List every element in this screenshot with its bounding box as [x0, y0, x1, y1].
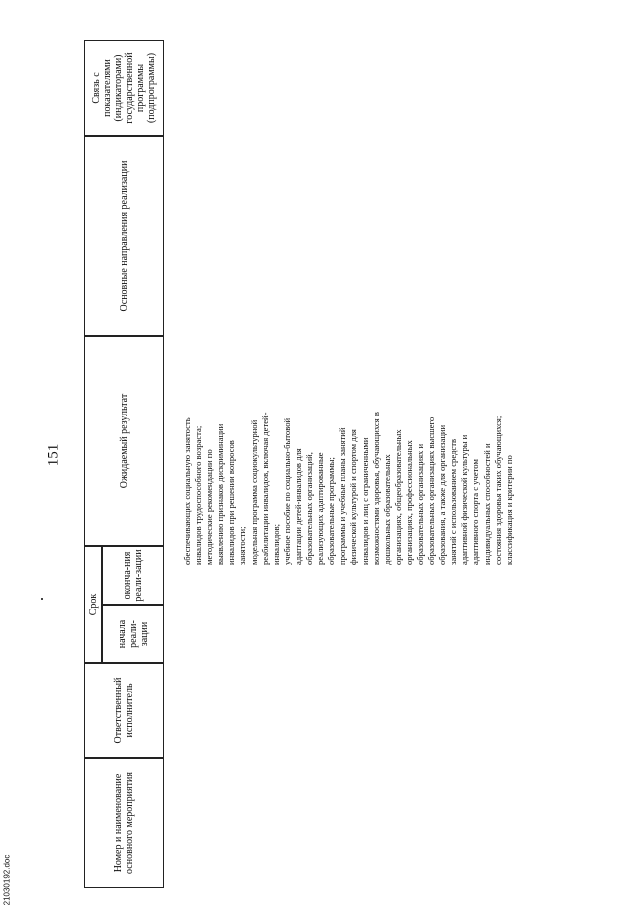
result-line: адаптивной физической культуры и	[459, 434, 470, 565]
result-line: образовательных организаций,	[304, 452, 315, 565]
scan-dot	[41, 598, 43, 600]
header-executor: Ответственный исполнитель	[84, 663, 164, 758]
result-line: образовательных организациях высшего	[426, 416, 437, 565]
result-line: организациях, профессиональных	[403, 440, 414, 565]
result-line: методические рекомендации по	[204, 449, 215, 565]
result-line: инвалидов и лиц с ограниченными	[359, 437, 370, 565]
result-line: программы и учебные планы занятий	[337, 427, 348, 565]
result-line: индивидуальных способностей и	[481, 443, 492, 565]
result-line: модельная программа социокультурной	[248, 419, 259, 565]
header-term-end: оконча-ния реали-зации	[102, 546, 164, 605]
header-expected-result: Ожидаемый результат	[84, 336, 164, 546]
result-line: реализующих адаптированные	[315, 452, 326, 565]
result-line: обеспечивающих социальную занятость	[182, 417, 192, 565]
result-line: адаптации детей-инвалидов для	[292, 448, 303, 565]
result-line: образовательные программы;	[326, 457, 337, 565]
result-line: занятий с использованием средств	[448, 438, 459, 565]
result-line: дошкольных образовательных	[381, 454, 392, 565]
result-line: образовательных организациях и	[414, 443, 425, 565]
result-line: инвалидов при решении вопросов	[226, 440, 237, 565]
result-line: организациях, общеобразовательных	[392, 429, 403, 565]
table-header	[84, 40, 164, 888]
header-directions: Основные направления реализации	[84, 136, 164, 336]
header-term: Срок	[84, 546, 102, 663]
header-activity: Номер и наименование основного мероприятия	[84, 758, 164, 888]
result-line: классификация и критерии по	[503, 455, 514, 565]
result-line: выявлению признаков дискриминации	[215, 423, 226, 565]
expected-result-text	[182, 349, 515, 565]
result-line: инвалидов трудоспособного возраста;	[193, 425, 204, 565]
document-file-code: 21030192.doc	[2, 854, 12, 905]
result-line: образования, а также для организации	[437, 424, 448, 565]
header-indicators-link: Связь с показателями (индикаторами) государственной программы (подпрограммы)	[84, 40, 164, 136]
result-line: возможностями здоровья, обучающихся в	[370, 412, 381, 565]
result-line: инвалидов;	[270, 523, 281, 565]
result-line: физической культурой и спортом для	[348, 429, 359, 565]
page-number: 151	[45, 443, 62, 467]
result-line: учебное пособие по социально-бытовой	[281, 417, 292, 565]
result-line: реабилитации инвалидов, включая детей-	[259, 412, 270, 565]
result-line: состояния здоровья таких обучающихся;	[492, 415, 503, 565]
result-line: занятости;	[237, 526, 248, 565]
result-line: адаптивного спорта с учетом	[470, 459, 481, 565]
header-term-start: начала реали-зации	[102, 605, 164, 663]
